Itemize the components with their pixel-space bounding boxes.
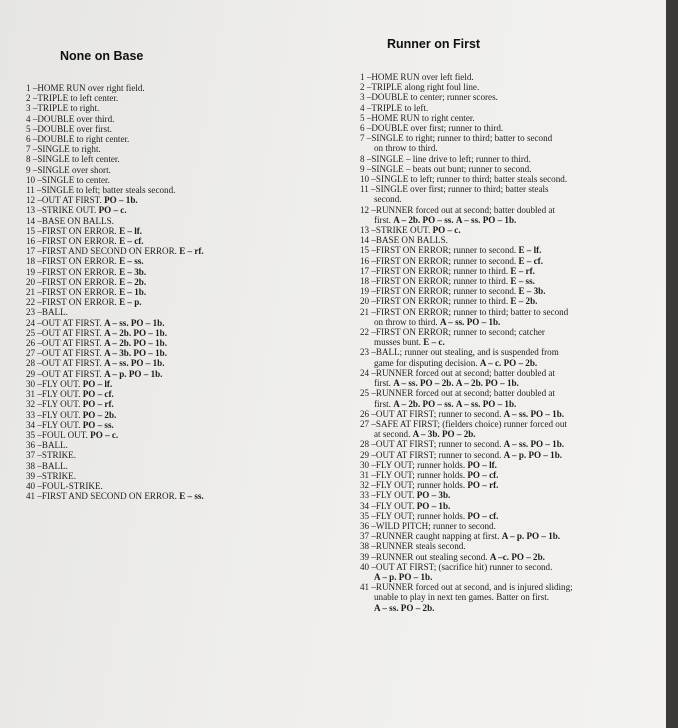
play-line: 5 –DOUBLE over first. [26, 123, 112, 134]
play-line: 16 –FIRST ON ERROR; runner to second. E – cf. [360, 255, 543, 266]
play-line: 20 –FIRST ON ERROR; runner to third. E – 2b. [360, 296, 538, 307]
play-line: 24 –RUNNER forced out at second; batter doubled at [360, 367, 555, 378]
play-line: on throw to third. A – ss. PO – 1b. [374, 316, 501, 327]
play-line: 21 –FIRST ON ERROR; runner to third; batter to second [360, 306, 569, 317]
play-line: 26 –OUT AT FIRST. A – 2b. PO – 1b. [26, 338, 168, 349]
play-line: 8 –SINGLE – line drive to left; runner to third. [360, 153, 531, 164]
play-line: 35 –FLY OUT; runner holds. PO – cf. [360, 510, 499, 521]
play-line: 6 –DOUBLE to right center. [26, 134, 130, 145]
play-line: 41 –FIRST AND SECOND ON ERROR. E – ss. [26, 491, 204, 502]
play-line: 7 –SINGLE to right. [26, 144, 101, 155]
column-title: Runner on First [387, 37, 481, 51]
play-line: A – ss. PO – 2b. [374, 602, 435, 613]
play-line: 34 –FLY OUT. PO – 1b. [360, 500, 451, 511]
play-line: 12 –RUNNER forced out at second; batter doubled at [360, 204, 555, 215]
play-line: 15 –FIRST ON ERROR; runner to second. E – lf. [360, 245, 542, 256]
play-line: 26 –OUT AT FIRST; runner to second. A – ss. PO – 1b. [360, 408, 565, 419]
play-line: 10 –SINGLE to left; runner to third; batter steals second. [360, 174, 568, 185]
play-line: 30 –FLY OUT; runner holds. PO – lf. [360, 459, 497, 470]
play-line: 33 –FLY OUT. PO – 3b. [360, 490, 451, 501]
play-line: first. A – 2b. PO – ss. A – ss. PO – 1b. [374, 398, 517, 409]
play-line: 3 –DOUBLE to center; runner scores. [360, 92, 498, 103]
play-line: 19 –FIRST ON ERROR; runner to second. E – 3b. [360, 286, 546, 297]
play-line: 5 –HOME RUN to right center. [360, 112, 475, 123]
play-list [360, 72, 573, 613]
play-line: 36 –WILD PITCH; runner to second. [360, 520, 496, 531]
play-line: 36 –BALL. [26, 440, 68, 451]
play-line: 1 –HOME RUN over right field. [26, 83, 145, 93]
play-line: 34 –FLY OUT. PO – ss. [26, 419, 114, 430]
play-line: 25 –RUNNER forced out at second; batter doubled at [360, 388, 555, 399]
play-line: 29 –OUT AT FIRST; runner to second. A – p. PO – 1b. [360, 449, 563, 460]
play-line: 23 –BALL. [26, 307, 68, 318]
play-line: 7 –SINGLE to right; runner to third; batter to second [360, 133, 553, 144]
play-line: 23 –BALL; runner out stealing, and is suspended from [360, 347, 559, 358]
play-line: 12 –OUT AT FIRST. PO – 1b. [26, 195, 138, 206]
play-line: 2 –TRIPLE along right foul line. [360, 82, 480, 93]
play-line: 20 –FIRST ON ERROR. E – 2b. [26, 276, 147, 287]
play-line: 24 –OUT AT FIRST. A – ss. PO – 1b. [26, 317, 165, 328]
play-line: 14 –BASE ON BALLS. [360, 235, 448, 246]
play-line: 6 –DOUBLE over first; runner to third. [360, 123, 504, 134]
play-line: 2 –TRIPLE to left center. [26, 93, 119, 104]
play-line: first. A – 2b. PO – ss. A – ss. PO – 1b. [374, 214, 517, 225]
play-line: 41 –RUNNER forced out at second, and is injured sliding; [360, 582, 573, 593]
play-line: 4 –TRIPLE to left. [360, 102, 429, 113]
play-line: 14 –BASE ON BALLS. [26, 215, 114, 226]
play-line: 21 –FIRST ON ERROR. E – 1b. [26, 287, 147, 298]
play-line: game for disputing decision. A – c. PO – 2b. [374, 357, 538, 368]
play-line: 37 –RUNNER caught napping at first. A – p. PO – 1b. [360, 531, 561, 542]
play-line: 32 –FLY OUT; runner holds. PO – rf. [360, 480, 499, 491]
play-line: 39 –RUNNER out stealing second. A –c. PO – 2b. [360, 551, 545, 562]
play-line: 15 –FIRST ON ERROR. E – lf. [26, 225, 143, 236]
play-line: first. A – ss. PO – 2b. A – 2b. PO – 1b. [374, 378, 519, 389]
play-line: 3 –TRIPLE to right. [26, 103, 100, 114]
play-line: 32 –FLY OUT. PO – rf. [26, 399, 114, 410]
play-line: 19 –FIRST ON ERROR. E – 3b. [26, 266, 147, 277]
play-line: second. [374, 194, 402, 205]
play-line: 9 –SINGLE over short. [26, 164, 111, 175]
play-line: 10 –SINGLE to center. [26, 174, 110, 185]
play-line: on throw to third. [374, 143, 438, 154]
play-line: 28 –OUT AT FIRST; runner to second. A – ss. PO – 1b. [360, 439, 565, 450]
play-line: 40 –FOUL-STRIKE. [26, 480, 103, 491]
play-line: 31 –FLY OUT. PO – cf. [26, 389, 114, 400]
play-line: 8 –SINGLE to left center. [26, 154, 120, 165]
play-line: 31 –FLY OUT; runner holds. PO – cf. [360, 469, 499, 480]
play-line: 30 –FLY OUT. PO – lf. [26, 378, 113, 389]
play-line: 4 –DOUBLE over third. [26, 113, 115, 124]
play-line: 9 –SINGLE – beats out bunt; runner to second. [360, 163, 532, 174]
play-line: 37 –STRIKE. [26, 450, 77, 461]
play-line: 38 –BALL. [26, 460, 68, 471]
column-title: None on Base [60, 49, 144, 63]
play-line: 11 –SINGLE over first; runner to third; batter steals [360, 184, 549, 195]
play-line: 27 –SAFE AT FIRST; (fielders choice) runner forced out [360, 418, 567, 429]
play-line: 17 –FIRST ON ERROR; runner to third. E – rf. [360, 265, 535, 276]
play-line: 18 –FIRST ON ERROR; runner to third. E – ss. [360, 276, 535, 287]
play-line: 16 –FIRST ON ERROR. E – cf. [26, 236, 144, 247]
play-line: 17 –FIRST AND SECOND ON ERROR. E – rf. [26, 246, 204, 257]
play-line: 18 –FIRST ON ERROR. E – ss. [26, 256, 144, 267]
play-line: 35 –FOUL OUT. PO – c. [26, 429, 119, 440]
play-line: at second. A – 3b. PO – 2b. [374, 429, 476, 440]
play-line: 13 –STRIKE OUT. PO – c. [360, 225, 461, 236]
play-line: A – p. PO – 1b. [374, 571, 433, 582]
play-line: 33 –FLY OUT. PO – 2b. [26, 409, 117, 420]
play-line: 25 –OUT AT FIRST. A – 2b. PO – 1b. [26, 327, 168, 338]
play-list [26, 83, 204, 501]
play-line: 22 –FIRST ON ERROR. E – p. [26, 297, 142, 308]
play-line: 29 –OUT AT FIRST. A – p. PO – 1b. [26, 368, 163, 379]
play-line: 38 –RUNNER steals second. [360, 541, 466, 552]
play-line: 27 –OUT AT FIRST. A – 3b. PO – 1b. [26, 348, 168, 359]
play-line: 40 –OUT AT FIRST; (sacrifice hit) runner to second. [360, 561, 553, 572]
play-line: musses bunt. E – c. [374, 337, 445, 348]
play-line: 1 –HOME RUN over left field. [360, 72, 474, 82]
play-line: 28 –OUT AT FIRST. A – ss. PO – 1b. [26, 358, 165, 369]
play-line: 13 –STRIKE OUT. PO – c. [26, 205, 127, 216]
play-line: unable to play in next ten games. Batter on first. [374, 592, 550, 603]
play-line: 11 –SINGLE to left; batter steals second. [26, 185, 176, 196]
play-line: 39 –STRIKE. [26, 470, 77, 481]
play-line: 22 –FIRST ON ERROR; runner to second; catcher [360, 327, 545, 338]
